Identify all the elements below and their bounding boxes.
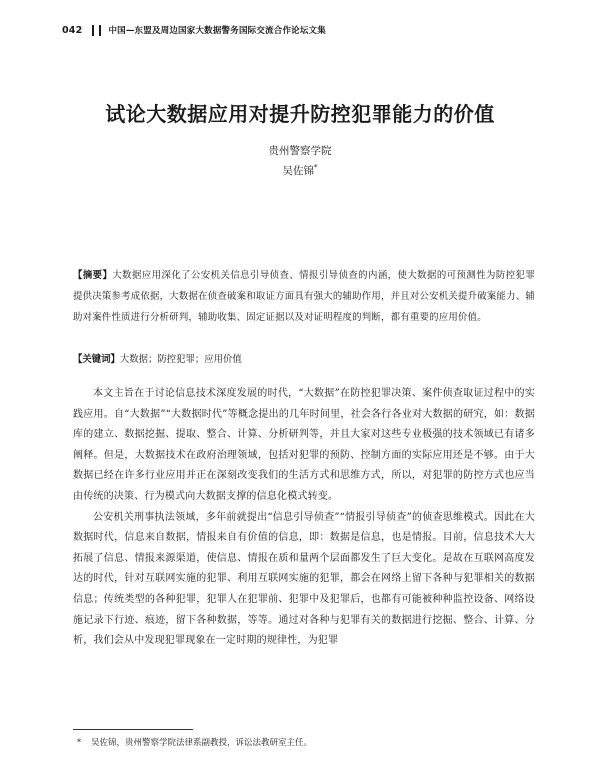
body-text: [73, 384, 535, 652]
footnote-text: 吴佐锦，贵州警察学院法律系副教授，诉讼法教研室主任。: [91, 738, 313, 748]
abstract-label: 【摘要】: [73, 270, 113, 281]
body-paragraph: 本文主旨在于讨论信息技术深度发展的时代，“大数据”在防控犯罪决策、案件侦查取证过程中的实践应用。自“大数据”“大数据时代”等概念提出的几年时间里，社会各行各业对大数据的研究，如：数据库的建立、数据挖掘、提取、整合、计算、分析研判等，并且大家对这些专业极强的技术领域已有诸多阐释。但是，大数据技术在政府治理领域，包括对犯罪的预防、控制方面的实际应用还是不够。由于大数据已经在许多行业应用并正在深刻改变我们的生活方式和思维方式，所以，对犯罪的防控方式也应当由传统的决策、行为模式向大数据支撑的信息化模式转变。: [73, 388, 535, 502]
abstract-text: 大数据应用深化了公安机关信息引导侦查、情报引导侦查的内涵，使大数据的可预测性为防控犯罪提供决策参考成依据，大数据在侦查破案和取证方面具有强大的辅助作用，并且对公安机关提升破案能力、辅助对案件性质进行分析研判，辅助收集、固定证据以及对证明程度的判断，都有重要的应用价值。: [73, 270, 536, 323]
author-name: 吴佐锦: [282, 165, 314, 177]
author-affiliation: 贵州警察学院: [268, 145, 332, 157]
running-header: [62, 22, 542, 38]
body-paragraph: 公安机关刑事执法领域，多年前就提出“信息引导侦查”“情报引导侦查”的侦查思维模式。因此在大数据时代，信息来自数据，情报来自有价值的信息，即：数据是信息，也是情报。目前，信息技术大大拓展了信息、情报来源渠道，使信息、情报在质和量两个层面都发生了巨大变化。是故在互联网高度发达的时代，针对互联网实施的犯罪、利用互联网实施的犯罪，都会在网络上留下各种与犯罪相关的数据信息；传统类型的各种犯罪，犯罪人在犯罪前、犯罪中及犯罪后，也都有可能被种种监控设备、网络设施记录下行迹、痕迹，留下各种数据，等等。通过对各种与犯罪有关的数据进行挖掘、整合、计算、分析，我们会从中发现犯罪现象在一定时期的规律性，为犯罪: [73, 511, 535, 647]
author-footnote-mark: *: [314, 163, 318, 172]
page-number: 042: [62, 24, 83, 36]
footnote-divider: [73, 729, 193, 730]
footnote: [77, 736, 537, 748]
abstract: [73, 265, 535, 328]
series-title: 中国—东盟及周边国家大数据警务国际交流合作论坛文集: [108, 26, 326, 36]
header-divider: [92, 25, 94, 36]
header-divider: [99, 25, 101, 36]
keywords: [73, 349, 535, 370]
article-title: 试论大数据应用对提升防控犯罪能力的价值: [105, 102, 495, 126]
keywords-label: 【关键词】: [73, 354, 120, 365]
keywords-text: 大数据；防控犯罪；应用价值: [119, 354, 242, 365]
footnote-mark: *: [77, 738, 81, 747]
author-line: [60, 163, 540, 178]
